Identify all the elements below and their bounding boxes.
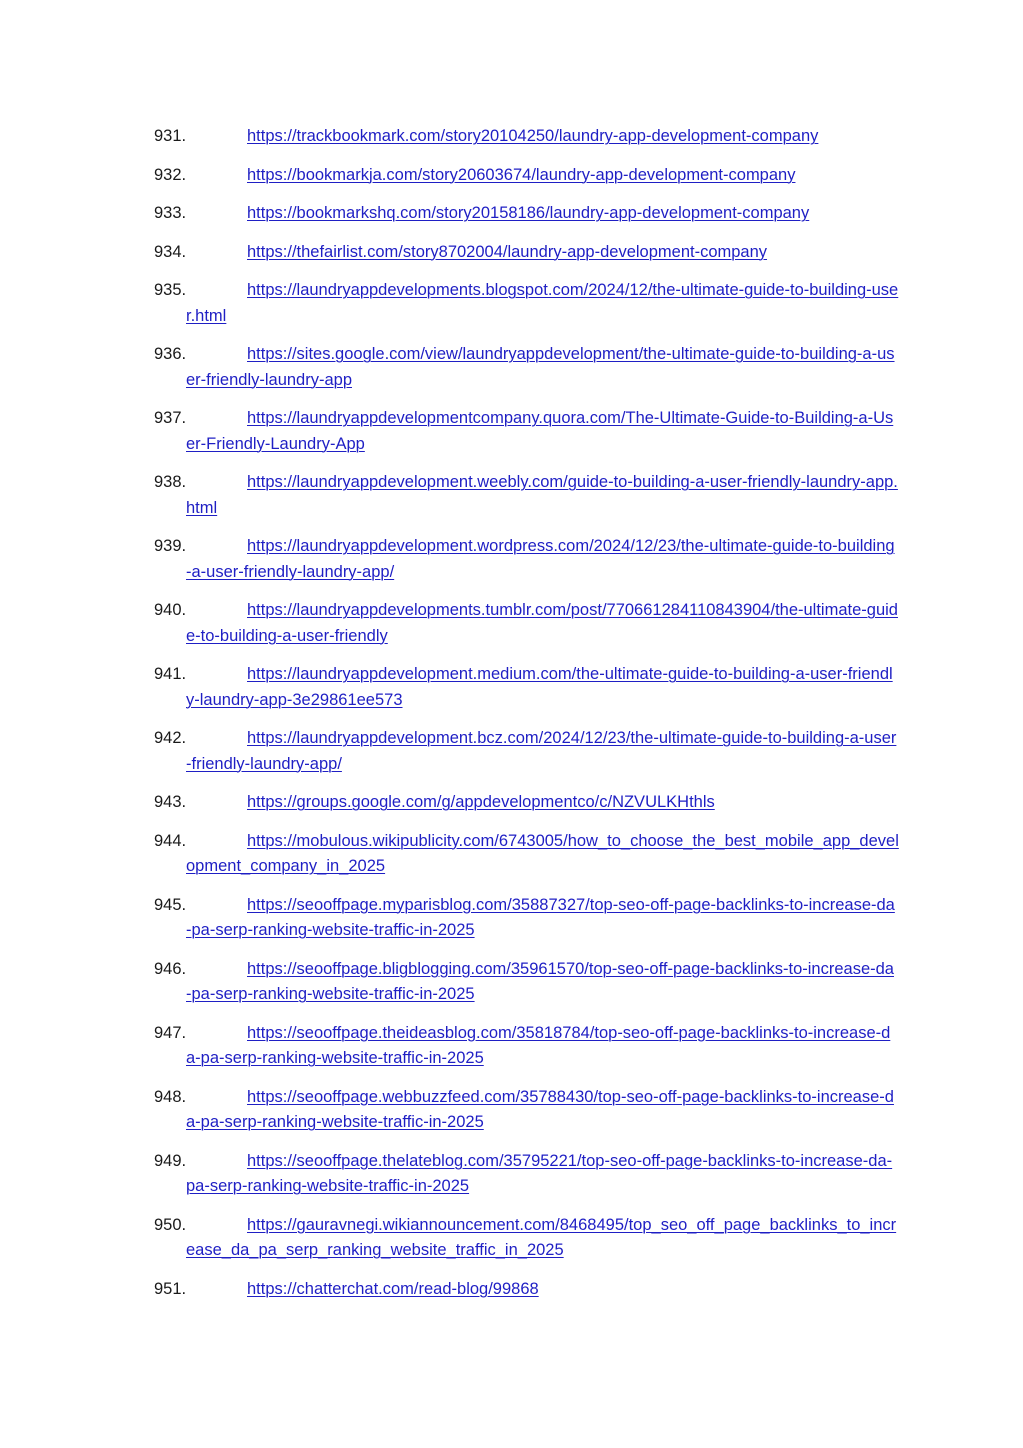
item-number: 951. (154, 1279, 187, 1298)
item-number: 932. (154, 165, 187, 184)
list-item (154, 201, 899, 227)
item-number: 931. (154, 127, 187, 145)
item-number: 947. (154, 1023, 187, 1042)
item-number: 944. (154, 831, 187, 850)
item-link[interactable]: https://sites.google.com/view/laundryappdevelopment/the-ultimate-guide-to-building-a-user-friendly-laundry-app (186, 345, 895, 389)
item-number: 946. (154, 959, 187, 978)
item-number: 945. (154, 895, 187, 914)
item-number: 942. (154, 729, 187, 747)
item-link[interactable]: https://bookmarkja.com/story20603674/laundry-app-development-company (247, 165, 796, 184)
item-number: 943. (154, 793, 187, 811)
item-link[interactable]: https://seooffpage.thelateblog.com/35795221/top-seo-off-page-backlinks-to-increase-da-pa-serp-ranking-website-traffic-in-2025 (186, 1151, 893, 1195)
item-number: 939. (154, 537, 187, 555)
list-item (154, 726, 899, 777)
item-link[interactable]: https://laundryappdevelopment.medium.com/the-ultimate-guide-to-building-a-user-friendly-laundry-app-3e29861ee573 (186, 665, 893, 709)
item-link[interactable]: https://bookmarkshq.com/story20158186/laundry-app-development-company (247, 204, 810, 222)
list-item (154, 163, 899, 189)
list-item (154, 1021, 899, 1072)
item-link[interactable]: https://mobulous.wikipublicity.com/6743005/how_to_choose_the_best_mobile_app_development_company_in_2025 (186, 831, 899, 875)
list-item (154, 1213, 899, 1264)
list-item (154, 662, 899, 713)
item-number: 941. (154, 665, 187, 683)
list-item (154, 278, 899, 329)
list-item (154, 124, 899, 150)
item-number: 936. (154, 345, 187, 363)
link-list (154, 124, 899, 1302)
item-number: 934. (154, 242, 187, 261)
list-item (154, 240, 899, 266)
list-item (154, 342, 899, 393)
list-item (154, 1085, 899, 1136)
item-link[interactable]: https://seooffpage.webbuzzfeed.com/35788430/top-seo-off-page-backlinks-to-increase-da-pa-serp-ranking-website-traffic-in-2025 (186, 1087, 894, 1131)
list-item (154, 1149, 899, 1200)
item-link[interactable]: https://trackbookmark.com/story20104250/laundry-app-development-company (247, 127, 819, 145)
list-item (154, 829, 899, 880)
item-link[interactable]: https://seooffpage.myparisblog.com/35887327/top-seo-off-page-backlinks-to-increase-da-pa-serp-ranking-website-traffic-in-2025 (186, 895, 895, 939)
list-item (154, 790, 899, 816)
list-item (154, 893, 899, 944)
item-link[interactable]: https://thefairlist.com/story8702004/laundry-app-development-company (247, 242, 768, 261)
item-number: 938. (154, 473, 187, 491)
list-item (154, 957, 899, 1008)
item-link[interactable]: https://laundryappdevelopments.tumblr.com/post/770661284110843904/the-ultimate-guide-to-building-a-user-friendly (186, 601, 898, 645)
item-link[interactable]: https://seooffpage.bligblogging.com/35961570/top-seo-off-page-backlinks-to-increase-da-pa-serp-ranking-website-traffic-in-2025 (186, 959, 894, 1003)
item-link[interactable]: https://seooffpage.theideasblog.com/35818784/top-seo-off-page-backlinks-to-increase-da-pa-serp-ranking-website-traffic-in-2025 (186, 1023, 891, 1067)
list-item (154, 1277, 899, 1303)
item-number: 940. (154, 601, 187, 619)
item-link[interactable]: https://laundryappdevelopment.wordpress.com/2024/12/23/the-ultimate-guide-to-building-a-user-friendly-laundry-app/ (186, 537, 895, 581)
list-item (154, 470, 899, 521)
item-link[interactable]: https://chatterchat.com/read-blog/99868 (247, 1279, 539, 1298)
item-link[interactable]: https://gauravnegi.wikiannouncement.com/8468495/top_seo_off_page_backlinks_to_increase_da_pa_serp_ranking_website_traffic_in_2025 (186, 1215, 897, 1259)
item-link[interactable]: https://groups.google.com/g/appdevelopmentco/c/NZVULKHthls (247, 793, 715, 811)
item-link[interactable]: https://laundryappdevelopment.weebly.com/guide-to-building-a-user-friendly-laundry-app.html (186, 473, 898, 517)
item-number: 949. (154, 1151, 187, 1170)
list-item (154, 406, 899, 457)
list-item (154, 598, 899, 649)
item-link[interactable]: https://laundryappdevelopments.blogspot.com/2024/12/the-ultimate-guide-to-building-user.html (186, 281, 899, 325)
item-link[interactable]: https://laundryappdevelopment.bcz.com/2024/12/23/the-ultimate-guide-to-building-a-user-friendly-laundry-app/ (186, 729, 897, 773)
item-number: 950. (154, 1215, 187, 1234)
item-link[interactable]: https://laundryappdevelopmentcompany.quora.com/The-Ultimate-Guide-to-Building-a-User-Friendly-Laundry-App (186, 409, 894, 453)
item-number: 935. (154, 281, 187, 299)
item-number: 948. (154, 1087, 187, 1106)
item-number: 937. (154, 409, 187, 427)
item-number: 933. (154, 204, 187, 222)
list-item (154, 534, 899, 585)
